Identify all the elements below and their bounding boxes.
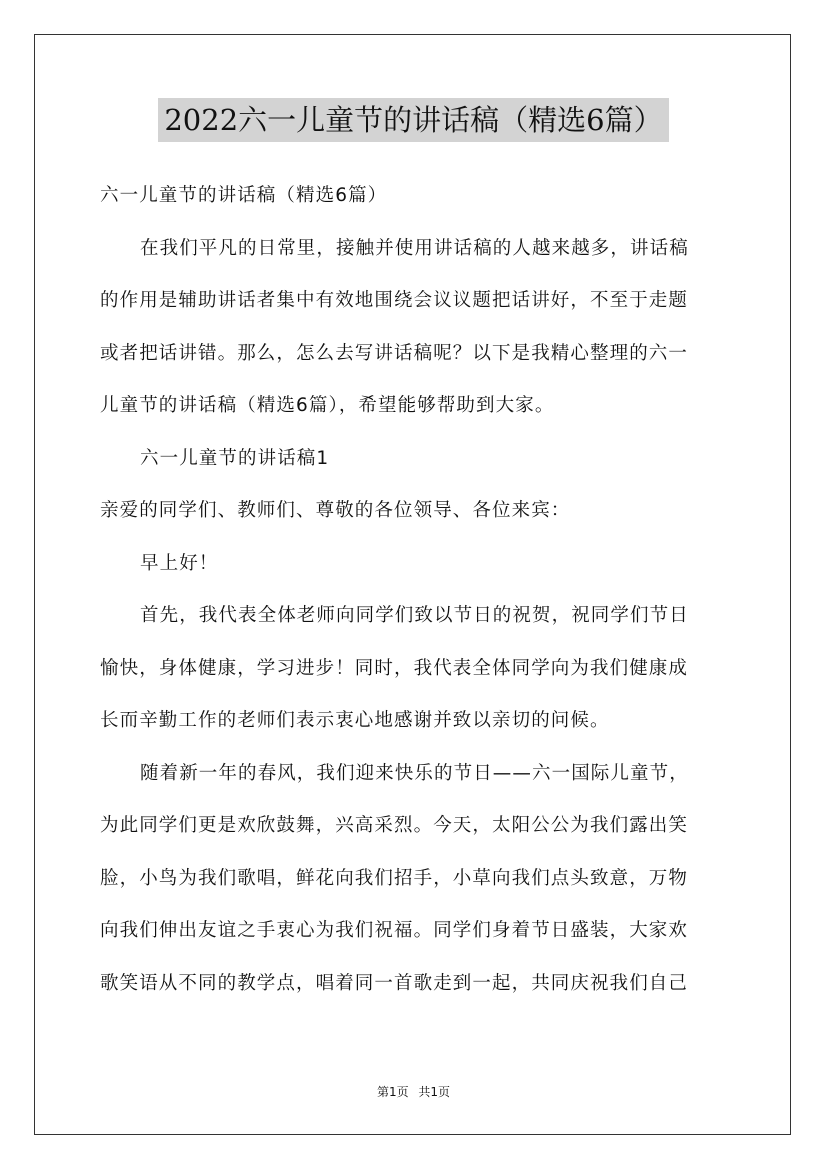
document-body (100, 170, 730, 1010)
subtitle-line: 六一儿童节的讲话稿（精选6篇） (100, 185, 388, 206)
greeting-line: 早上好！ (140, 552, 219, 574)
paragraph-line: 为此同学们更是欢欣鼓舞，兴高采烈。今天，太阳公公为我们露出笑 (100, 815, 689, 836)
paragraph-line: 脸，小鸟为我们歌唱，鲜花向我们招手，小草向我们点头致意，万物 (100, 867, 689, 889)
page-footer (0, 1083, 827, 1100)
paragraph-line: 长而辛勤工作的老师们表示衷心地感谢并致以亲切的问候。 (100, 710, 610, 731)
paragraph-line: 愉快，身体健康，学习进步！同时，我代表全体同学向为我们健康成 (100, 657, 689, 679)
page-number: 第1页 (376, 1085, 409, 1099)
paragraph-line: 首先，我代表全体老师向同学们致以节日的祝贺，祝同学们节日 (140, 605, 689, 626)
salutation-line: 亲爱的同学们、教师们、尊敬的各位领导、各位来宾： (100, 500, 571, 521)
paragraph-line: 歌笑语从不同的教学点，唱着同一首歌走到一起，共同庆祝我们自己 (100, 972, 689, 994)
section-heading: 六一儿童节的讲话稿1 (140, 447, 330, 469)
paragraph-line: 在我们平凡的日常里，接触并使用讲话稿的人越来越多，讲话稿 (140, 237, 689, 259)
document-title: 2022六一儿童节的讲话稿（精选6篇） (158, 98, 668, 142)
page-total: 共1页 (418, 1085, 451, 1099)
paragraph-line: 儿童节的讲话稿（精选6篇），希望能够帮助到大家。 (100, 395, 555, 416)
paragraph-line: 向我们伸出友谊之手衷心为我们祝福。同学们身着节日盛装，大家欢 (100, 920, 689, 941)
paragraph-line: 的作用是辅助讲话者集中有效地围绕会议议题把话讲好，不至于走题 (100, 290, 689, 311)
paragraph-line: 或者把话讲错。那么，怎么去写讲话稿呢？以下是我精心整理的六一 (100, 342, 689, 364)
title-area (0, 98, 827, 142)
paragraph-line: 随着新一年的春风，我们迎来快乐的节日——六一国际儿童节， (140, 762, 689, 784)
